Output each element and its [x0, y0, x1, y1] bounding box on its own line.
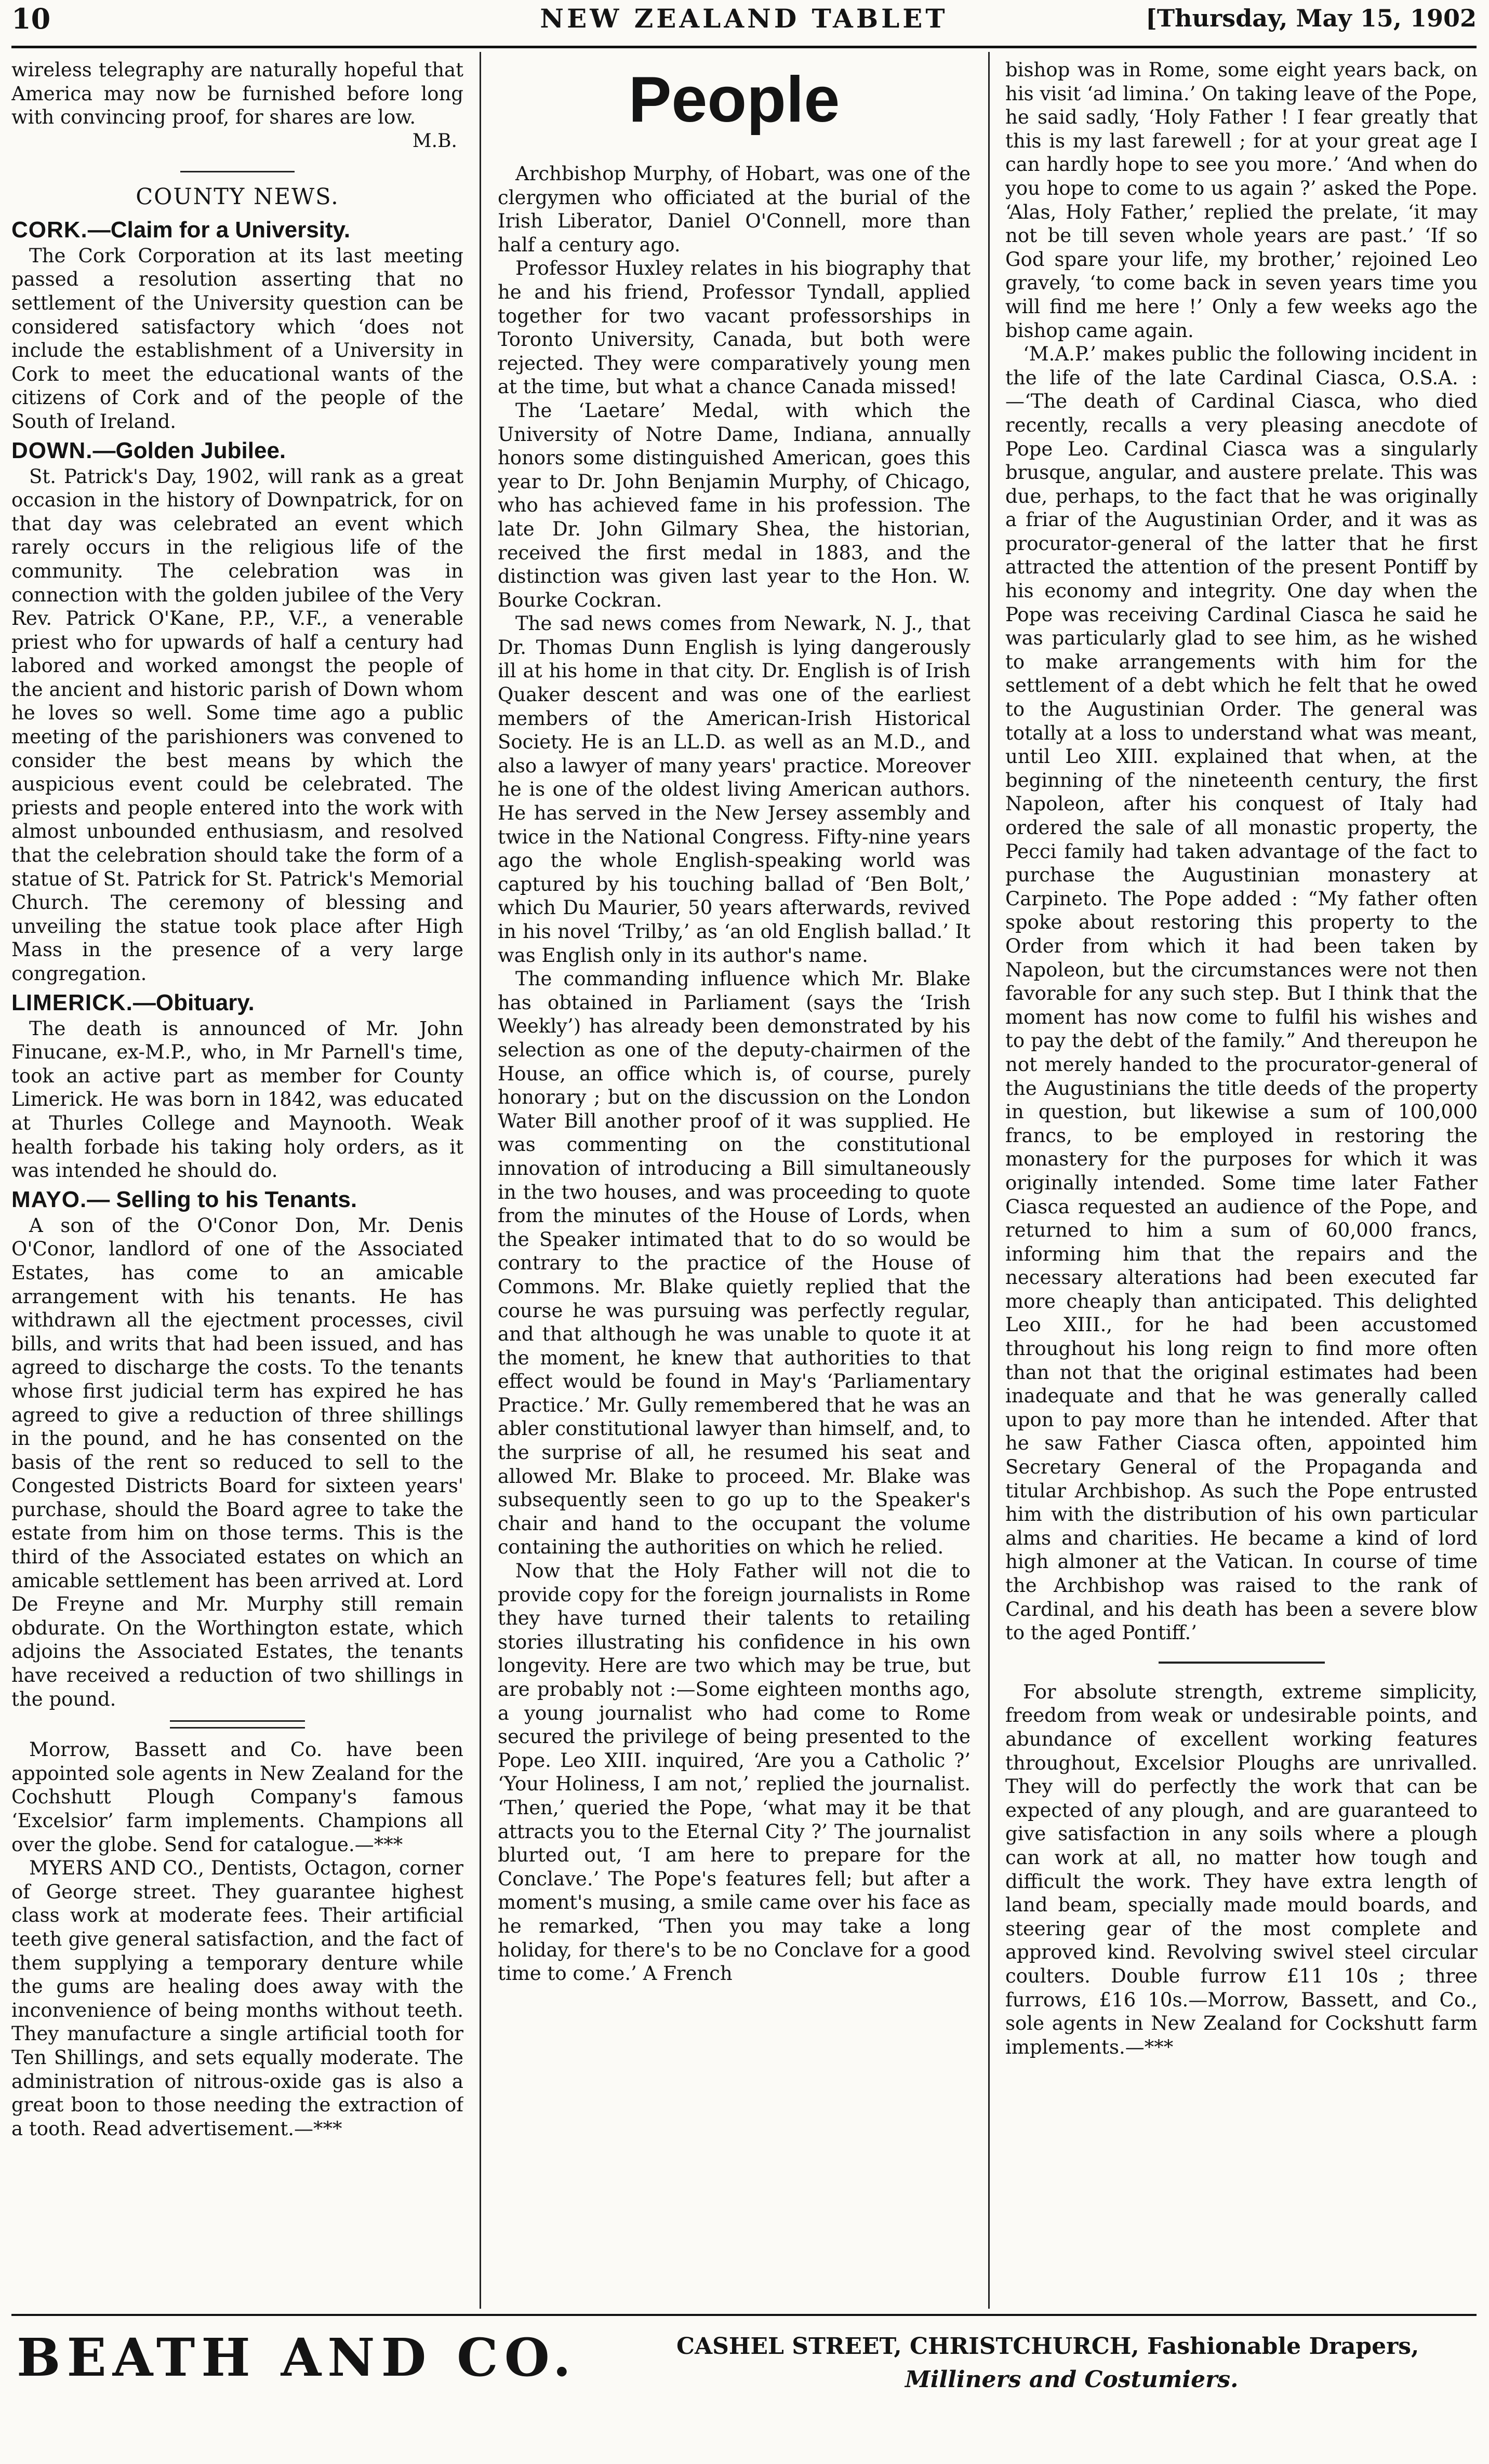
down-title: —Golden Jubilee.: [92, 437, 286, 463]
county-news-heading: COUNTY NEWS.: [11, 171, 463, 210]
mayo-body: A son of the O'Conor Don, Mr. Denis O'Conor, landlord of one of the Associated Estates, has come to an amicable arrangement with his tenants. He has withdrawn all the ejectment processes, civil bills, and writs that had been issued, and has agreed to discharge the costs. To the tenants whose first judicial term has expired he has agreed to give a reduction of three shillings in the pound, and he has consented on the basis of the rent so reduced to sell to the Congested Districts Board for sixteen years' purchase, should the Board agree to take the estate from him on those terms. This is the third of the Associated estates on which an amicable settlement has been arrived at. Lord De Freyne and Mr. Murphy still remain obdurate. On the Worthington estate, which adjoins the Associated Estates, the tenants have received a reduction of two shillings in the pound.: [11, 1214, 463, 1710]
footer-address: CASHEL STREET, CHRISTCHURCH, Fashionable Drapers,: [676, 2333, 1419, 2360]
cork-title: —Claim for a University.: [87, 217, 351, 243]
column-divider: [480, 52, 481, 2309]
ornament-divider: [170, 1720, 305, 1729]
limerick-heading: [11, 989, 463, 1017]
people-paragraph: The sad news comes from Newark, N. J., that Dr. Thomas Dunn English is lying dangerously ill at his home in that city. Dr. English is of Irish Quaker descent and was one of the earliest members of the American-Irish Historical Society. He is an LL.D. as well as an M.D., and also a lawyer of many years' practice. Moreover he is one of the oldest living American authors. He has served in the New Jersey assembly and twice in the National Congress. Fifty-nine years ago the whole English-speaking world was captured by his touching ballad of ‘Ben Bolt,’ which Du Maurier, 50 years afterwards, revived in his novel ‘Trilby,’ as ‘an old English ballad.’ It was English only in its author's name.: [498, 612, 970, 967]
intro-signature: M.B.: [412, 130, 457, 152]
issue-date: [Thursday, May 15, 1902: [1146, 4, 1477, 32]
people-paragraph: The ‘Laetare’ Medal, with which the University of Notre Dame, Indiana, annually honors some distinguished American, goes this year to Dr. John Benjamin Murphy, of Chicago, who has achieved fame in his profession. The late Dr. John Gilmary Shea, the historian, received the first medal in 1883, and the distinction was given last year to the Hon. W. Bourke Cockran.: [498, 399, 970, 611]
footer-firm: BEATH AND CO.: [17, 2327, 577, 2388]
mayo-place: MAYO.: [11, 1186, 87, 1212]
cork-body: The Cork Corporation at its last meeting passed a resolution asserting that no settlement of the University question can be considered satisfactory which ‘does not include the establishment of a University in Cork to meet the educational wants of the citizens of Cork and of the people of the South of Ireland.: [11, 244, 463, 433]
people-paragraph: Archbishop Murphy, of Hobart, was one of the clergymen who officiated at the burial of the Irish Liberator, Daniel O'Connell, more than half a century ago.: [498, 163, 970, 256]
people-paragraph: Professor Huxley relates in his biography that he and his friend, Professor Tyndall, applied together for two vacant professorships in Toronto University, Canada, but both were rejected. They were comparatively young men at the time, but what a chance Canada missed!: [498, 257, 970, 398]
section-divider: [1159, 1662, 1325, 1664]
people-paragraph: ‘M.A.P.’ makes public the following incident in the life of the late Cardinal Ciasca, O.S.A. :—‘The death of Cardinal Ciasca, who died recently, recalls a very pleasing anecdote of Pope Leo. Cardinal Ciasca was a singularly brusque, angular, and austere prelate. This was due, perhaps, to the fact that he was originally a friar of the Augustinian Order, and it was as procurator-general of the latter that he first attracted the attention of the present Pontiff by his economy and integrity. One day when the Pope was receiving Cardinal Ciasca he said he was particularly glad to see him, as he wished to make arrangements with him for the settlement of a debt which he felt that he owed to the Augustinian Order. The general was totally at a loss to understand what was meant, until Leo XIII. explained that when, at the beginning of the nineteenth century, the first Napoleon, after his conquest of Italy had ordered the sale of all monastic property, the Pecci family had taken advantage of the fact to purchase the Augustinian monastery at Carpineto. The Pope added : “My father often spoke about restoring this property to the Order from which it had been taken by Napoleon, but the circumstances were not then favorable for any such step. But I think that the moment has now come to fulfil his wishes and to pay the debt of the family.” And thereupon he not merely handed to the procurator-general of the Augustinians the title deeds of the property in question, but likewise a sum of 100,000 francs, to be employed in restoring the monastery for the purposes for which it was originally intended. Some time later Father Ciasca requested an audience of the Pope, and returned to him a sum of 60,000 francs, informing him that the repairs and the necessary alterations had been executed far more cheaply than anticipated. This delighted Leo XIII., for he had been accustomed throughout his long reign to find more often than not that the original estimates had been inadequate and that he was generally called upon to pay more than he intended. After that he saw Father Ciasca often, appointed him Secretary General of the Propaganda and titular Archbishop. As such the Pope entrusted him with the distribution of his own particular alms and charities. He became a kind of lord high almoner at the Vatican. In course of time the Archbishop was raised to the rank of Cardinal, and his death has been a severe blow to the aged Pontiff.’: [1005, 343, 1478, 1644]
cork-place: CORK.: [11, 217, 88, 243]
limerick-place: LIMERICK.: [11, 989, 133, 1015]
ad-morrow: Morrow, Bassett and Co. have been appointed sole agents in New Zealand for the Cochshutt Plough Company's famous ‘Excelsior’ farm implements. Champions all over the globe. Send for catalogue.—***: [11, 1738, 463, 1856]
mayo-heading: [11, 1186, 463, 1214]
column-right: [1005, 58, 1478, 2307]
people-paragraph: Now that the Holy Father will not die to provide copy for the foreign journalists in Rome they have turned their talents to retailing stories illustrating his confidence in his own longevity. Here are two which may be true, but are probably not :—Some eighteen months ago, a young journalist who had come to Rome secured the privilege of being presented to the Pope. Leo XIII. inquired, ‘Are you a Catholic ?’ ‘Your Holiness, I am not,’ replied the journalist. ‘Then,’ queried the Pope, ‘what may it be that attracts you to the Eternal City ?’ The journalist blurted out, ‘I am here to prepare for the Conclave.’ The Pope's features fell; but after a moment's musing, a smile came over his face as he remarked, ‘Then you may take a long holiday, for there's to be no Conclave for a good time to come.’ A French: [498, 1560, 970, 1985]
limerick-body: The death is announced of Mr. John Finucane, ex-M.P., who, in Mr Parnell's time, took an active part as member for County Limerick. He was born in 1842, was educated at Thurles College and Maynooth. Weak health forbade his taking holy orders, as it was intended he should do.: [11, 1017, 463, 1182]
masthead: [11, 2, 1477, 36]
publication-title: NEW ZEALAND TABLET: [540, 3, 948, 34]
footer-advert: [11, 2322, 1477, 2457]
ad-plough: For absolute strength, extreme simplicity, freedom from weak or undesirable points, and abundance of excellent working features throughout, Excelsior Ploughs are unrivalled. They will do perfectly the work that can be expected of any plough, and are guaranteed to give satisfaction in any soils where a plough can work at all, no matter how tough and difficult the work. They have extra length of land beam, specially made mould boards, and steering gear of the most complete and approved kind. Revolving swivel steel circular coulters. Double furrow £11 10s ; three furrows, £16 10s.—Morrow, Bassett, and Co., sole agents in New Zealand for Cockshutt farm implements.—***: [1005, 1680, 1478, 2058]
ad-myers: MYERS AND CO., Dentists, Octagon, corner of George street. They guarantee highest class work at moderate fees. Their artificial teeth give general satisfaction, and the fact of them supplying a temporary denture while the gums are healing does away with the inconvenience of being months without teeth. They manufacture a single artificial tooth for Ten Shillings, and sets equally moderate. The administration of nitrous-oxide gas is also a great boon to those needing the extraction of a tooth. Read advertisement.—***: [11, 1857, 463, 2140]
intro-paragraph: wireless telegraphy are naturally hopeful that America may now be furnished before long with convincing proof, for shares are low.: [11, 59, 463, 129]
limerick-title: —Obituary.: [132, 989, 255, 1015]
footer-trade: Milliners and Costumiers.: [905, 2366, 1239, 2393]
footer-rule: [11, 2314, 1477, 2316]
column-center: [498, 58, 970, 2307]
mayo-title: — Selling to his Tenants.: [87, 1186, 357, 1212]
column-divider: [988, 52, 990, 2309]
down-body: St. Patrick's Day, 1902, will rank as a great occasion in the history of Downpatrick, for on that day was celebrated an event which rarely occurs in the religious life of the community. The celebration was in connection with the golden jubilee of the Very Rev. Patrick O'Kane, P.P., V.F., a venerable priest who for upwards of half a century had labored and worked amongst the people of the ancient and historic parish of Down whom he loves so well. Some time ago a public meeting of the parishioners was convened to consider the best means by which the auspicious event could be celebrated. The priests and people entered into the work with almost unbounded enthusiasm, and resolved that the celebration should take the form of a statue of St. Patrick for St. Patrick's Memorial Church. The ceremony of blessing and unveiling the statue took place after High Mass in the presence of a very large congregation.: [11, 465, 463, 985]
down-place: DOWN.: [11, 437, 93, 463]
masthead-rule: [11, 46, 1477, 48]
down-heading: [11, 437, 463, 465]
people-paragraph-continued: bishop was in Rome, some eight years back, on his visit ‘ad limina.’ On taking leave of the Pope, he said sadly, ‘Holy Father ! I fear greatly that this is my last farewell ; for at your great age I can hardly hope to see you more.’ ‘And when do you hope to come to us again ?’ asked the Pope. ‘Alas, Holy Father,’ replied the prelate, ‘it may not be till seven whole years are past.’ ‘If so God spare your life, my brother,’ rejoined Leo gravely, ‘to come back in seven years time you will find me here !’ Only a few weeks ago the bishop came again.: [1005, 59, 1478, 342]
page-number: 10: [11, 2, 51, 35]
column-left: [11, 58, 463, 2307]
cork-heading: [11, 216, 463, 244]
people-paragraph: The commanding influence which Mr. Blake has obtained in Parliament (says the ‘Irish Weekly’) has already been demonstrated by his selection as one of the deputy-chairmen of the House, an office which is, of course, purely honorary ; but on the discussion on the London Water Bill another proof of it was supplied. He was commenting on the constitutional innovation of introducing a Bill simultaneously in the two houses, and was proceeding to quote from the minutes of the House of Lords, when the Speaker intimated that to do so would be contrary to the practice of the House of Commons. Mr. Blake quietly replied that the course he was pursuing was perfectly regular, and that although he was unable to quote it at the moment, he knew that authorities to that effect would be found in May's ‘Parliamentary Practice.’ Mr. Gully remembered that he was an abler constitutional lawyer than himself, and, to the surprise of all, he resumed his seat and allowed Mr. Blake to proceed. Mr. Blake was subsequently seen to go up to the Speaker's chair and hand to the occupant the volume containing the authorities on which he relied.: [498, 968, 970, 1559]
people-heading: People: [628, 64, 840, 136]
